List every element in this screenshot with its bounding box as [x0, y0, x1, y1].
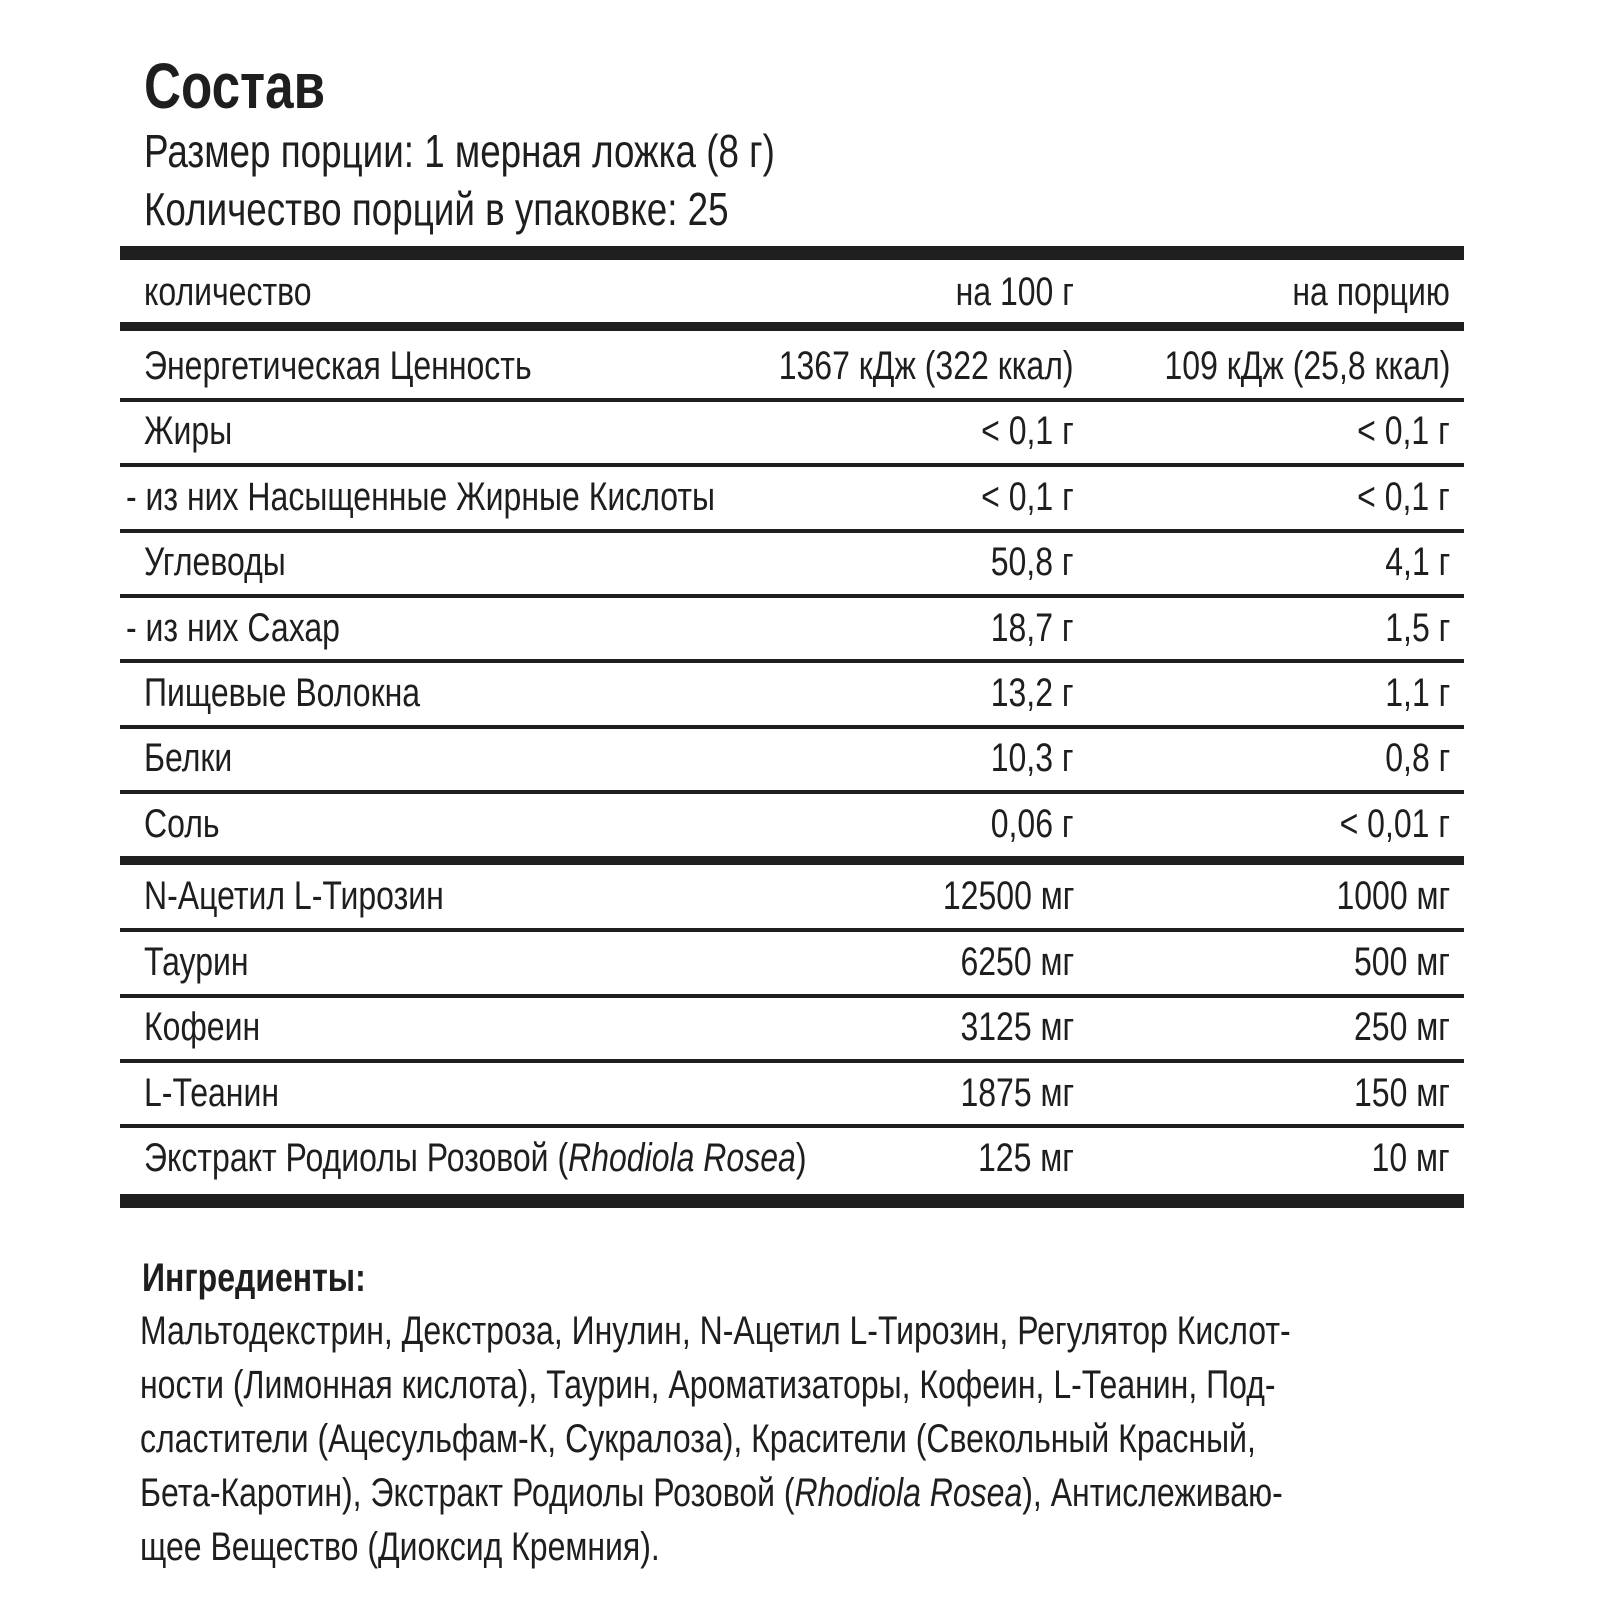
row-name: Таурин: [144, 940, 249, 984]
row-name: Соль: [144, 802, 220, 846]
row-name: - из них Насыщенные Жирные Кислоты: [126, 475, 715, 519]
table-row: [120, 334, 1464, 398]
ingredients-latin-name: Rhodiola Rosea: [794, 1471, 1023, 1515]
table-row: [120, 465, 1464, 529]
table-row: [120, 792, 1464, 856]
servings-per-package: [144, 180, 875, 238]
ingredients-line: [140, 1358, 1559, 1412]
row-per-serving: 1000 мг: [1336, 874, 1450, 918]
row-per-serving: 109 кДж (25,8 ккал): [1164, 344, 1450, 388]
row-per-serving: 500 мг: [1354, 940, 1450, 984]
row-name-suffix: ): [795, 1136, 807, 1180]
table-row: [120, 1126, 1464, 1190]
row-name: Белки: [144, 736, 233, 780]
row-per-100g: 6250 мг: [960, 940, 1074, 984]
row-per-100g: 0,06 г: [991, 802, 1074, 846]
row-name: N-Ацетил L-Тирозин: [144, 874, 444, 918]
table-row: [120, 596, 1464, 660]
row-name-prefix: Экстракт Родиолы Розовой (: [144, 1136, 569, 1180]
row-per-serving: 150 мг: [1354, 1071, 1450, 1115]
table-row: [120, 726, 1464, 790]
row-per-100g: 3125 мг: [960, 1005, 1074, 1049]
row-name: L-Теанин: [144, 1071, 280, 1115]
table-bottom-rule: [120, 1194, 1464, 1208]
header-per-100g: на 100 г: [955, 270, 1074, 314]
row-per-100g: 12500 мг: [942, 874, 1074, 918]
row-per-serving: 10 мг: [1371, 1136, 1450, 1180]
page-title: [144, 48, 370, 124]
row-name: - из них Сахар: [126, 606, 340, 650]
ingredients-line: [140, 1466, 1568, 1520]
table-row: [120, 530, 1464, 594]
page-title-text: Состав: [144, 50, 326, 122]
row-name: Пищевые Волокна: [144, 671, 421, 715]
table-row: [120, 995, 1464, 1059]
ingredients-line-text: [140, 1466, 1283, 1520]
row-per-100g: 1875 мг: [960, 1071, 1074, 1115]
row-per-100g: 1367 кДж (322 ккал): [779, 344, 1074, 388]
table-row: [120, 930, 1464, 994]
row-per-100g: 13,2 г: [991, 671, 1074, 715]
row-per-100g: 125 мг: [978, 1136, 1074, 1180]
table-top-rule: [120, 246, 1464, 260]
header-per-serving: на порцию: [1292, 270, 1450, 314]
row-per-serving: < 0,1 г: [1357, 475, 1450, 519]
table-row: [120, 661, 1464, 725]
ingredients-line-text: сластители (Ацесульфам-К, Сукралоза), Красители (Свекольный Красный,: [140, 1417, 1256, 1461]
table-header-row: [120, 260, 1464, 324]
ingredients-line-suffix: ), Антислеживаю-: [1022, 1471, 1283, 1515]
ingredients-title-text: Ингредиенты:: [142, 1256, 366, 1300]
row-per-100g: 50,8 г: [991, 540, 1074, 584]
table-row: [120, 1061, 1464, 1125]
row-name: Жиры: [144, 409, 233, 453]
row-per-serving: 0,8 г: [1384, 736, 1450, 780]
ingredients-title: [142, 1250, 422, 1306]
header-quantity: количество: [144, 270, 312, 314]
row-per-serving: 1,1 г: [1384, 671, 1450, 715]
row-per-100g: < 0,1 г: [981, 475, 1074, 519]
serving-size: [144, 122, 933, 180]
serving-size-text: Размер порции: 1 мерная ложка (8 г): [144, 125, 775, 177]
row-per-100g: < 0,1 г: [981, 409, 1074, 453]
ingredients-line-text: щее Вещество (Диоксид Кремния).: [140, 1525, 660, 1569]
ingredients-line-text: ности (Лимонная кислота), Таурин, Ароматизаторы, Кофеин, L-Теанин, Под-: [140, 1363, 1276, 1407]
ingredients-line: [140, 1520, 790, 1574]
row-name: Кофеин: [144, 1005, 261, 1049]
servings-per-package-text: Количество порций в упаковке: 25: [144, 183, 729, 235]
ingredients-line-text: Мальтодекстрин, Декстроза, Инулин, N-Ацетил L-Тирозин, Регулятор Кислот-: [140, 1309, 1291, 1353]
row-per-serving: 1,5 г: [1384, 606, 1450, 650]
row-name-latin: Rhodiola Rosea: [568, 1136, 796, 1180]
table-row: [120, 864, 1464, 928]
row-per-serving: 4,1 г: [1384, 540, 1450, 584]
row-name: Углеводы: [144, 540, 286, 584]
row-name: Энергетическая Ценность: [144, 344, 532, 388]
row-per-100g: 10,3 г: [991, 736, 1074, 780]
ingredients-line-prefix: Бета-Каротин), Экстракт Родиолы Розовой (: [140, 1471, 795, 1515]
row-per-serving: 250 мг: [1354, 1005, 1450, 1049]
ingredients-line: [140, 1304, 1578, 1358]
row-name: [144, 1126, 806, 1190]
row-per-serving: < 0,01 г: [1339, 802, 1450, 846]
ingredients-line: [140, 1412, 1535, 1466]
row-per-serving: < 0,1 г: [1357, 409, 1450, 453]
row-per-100g: 18,7 г: [991, 606, 1074, 650]
table-row: [120, 399, 1464, 463]
